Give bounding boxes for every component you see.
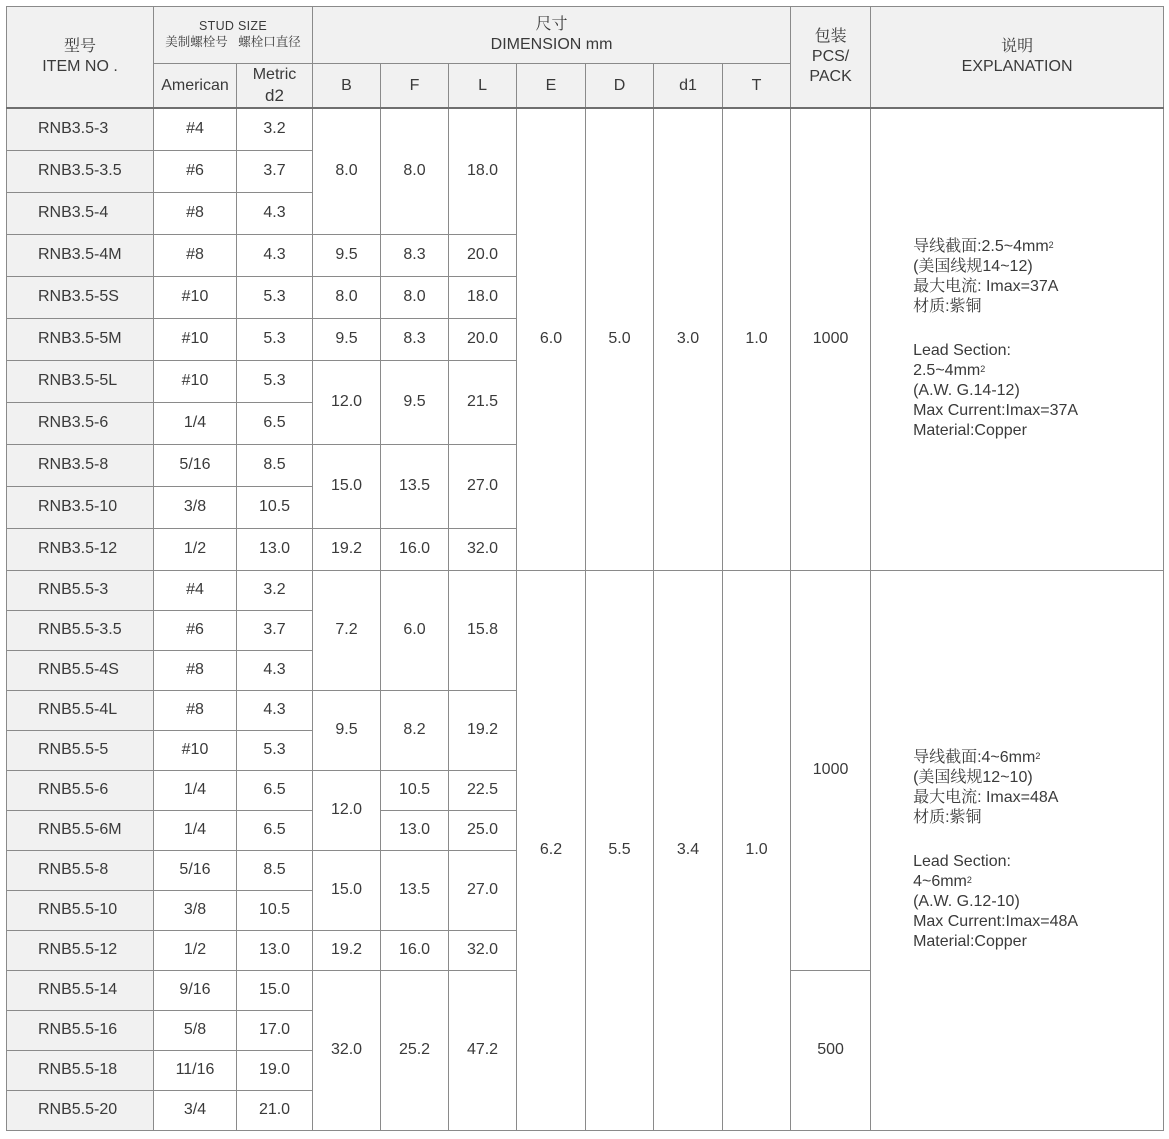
- explanation-cell: [871, 570, 1164, 1130]
- item-cell: RNB3.5-5L: [7, 360, 154, 402]
- b-cell: 8.0: [313, 276, 381, 318]
- expl-en-line-5: Material:Copper: [913, 933, 1027, 950]
- item-no-header: [7, 7, 154, 109]
- d-cell: 5.0: [586, 108, 654, 570]
- metric-cell: 13.0: [237, 930, 313, 970]
- l-cell: 20.0: [449, 234, 517, 276]
- item-cell: RNB5.5-18: [7, 1050, 154, 1090]
- expl-en-line-1: Lead Section:: [913, 342, 1011, 360]
- american-cell: #10: [154, 276, 237, 318]
- item-cell: RNB5.5-8: [7, 850, 154, 890]
- metric-cell: 6.5: [237, 810, 313, 850]
- item-no-header-cn: 型号: [63, 38, 96, 55]
- american-cell: #6: [154, 610, 237, 650]
- american-cell: 5/8: [154, 1010, 237, 1050]
- l-cell: 47.2: [449, 970, 517, 1130]
- american-cell: #10: [154, 318, 237, 360]
- t-cell: 1.0: [723, 108, 791, 570]
- l-cell: 18.0: [449, 108, 517, 234]
- col-header-e: E: [517, 64, 586, 109]
- dimension-header-cn: 尺寸: [535, 16, 568, 33]
- expl-cn-line-4: 材质:紫铜: [913, 809, 982, 826]
- spec-table: [6, 6, 1164, 1131]
- d1-cell: 3.0: [654, 108, 723, 570]
- dimension-header: [313, 7, 791, 64]
- metric-cell: 6.5: [237, 402, 313, 444]
- metric-header-label: Metric: [252, 65, 297, 83]
- expl-cn-line-1: 导线截面$:4\sim 6mm^2$: [913, 749, 1041, 766]
- item-cell: RNB3.5-3.5: [7, 150, 154, 192]
- f-cell: 8.0: [381, 276, 449, 318]
- american-cell: #4: [154, 108, 237, 150]
- stud-size-header: [154, 7, 313, 64]
- metric-cell: 10.5: [237, 890, 313, 930]
- american-header: American: [154, 64, 237, 109]
- metric-cell: 13.0: [237, 528, 313, 570]
- l-cell: 15.8: [449, 570, 517, 690]
- item-cell: RNB5.5-14: [7, 970, 154, 1010]
- b-cell: 7.2: [313, 570, 381, 690]
- e-cell: 6.0: [517, 108, 586, 570]
- col-header-t: T: [723, 64, 791, 109]
- metric-cell: 3.2: [237, 570, 313, 610]
- table-row: [7, 108, 1164, 150]
- item-cell: RNB3.5-3: [7, 108, 154, 150]
- l-cell: 21.5: [449, 360, 517, 444]
- f-cell: 6.0: [381, 570, 449, 690]
- metric-cell: 10.5: [237, 486, 313, 528]
- explanation-header-en: EXPLANATION: [961, 58, 1073, 75]
- metric-header-d2: d2: [265, 85, 284, 105]
- american-cell: 1/4: [154, 770, 237, 810]
- d-cell: 5.5: [586, 570, 654, 1130]
- b-cell: 19.2: [313, 528, 381, 570]
- expl-cn-line-3: 最大电流: Imax=48A: [913, 789, 1059, 806]
- f-cell: 8.3: [381, 318, 449, 360]
- expl-cn-line-2: (美国线规12~10): [913, 769, 1033, 786]
- item-cell: RNB5.5-20: [7, 1090, 154, 1130]
- col-header-b: B: [313, 64, 381, 109]
- rnb35-group: [7, 108, 1164, 570]
- l-cell: 25.0: [449, 810, 517, 850]
- pack-header-en2: PACK: [809, 68, 852, 85]
- stud-size-header-cn: [154, 35, 312, 51]
- l-cell: 32.0: [449, 930, 517, 970]
- b-cell: 9.5: [313, 234, 381, 276]
- item-cell: RNB3.5-6: [7, 402, 154, 444]
- col-header-f: F: [381, 64, 449, 109]
- american-cell: 11/16: [154, 1050, 237, 1090]
- metric-cell: 5.3: [237, 318, 313, 360]
- american-cell: 3/4: [154, 1090, 237, 1130]
- table-row: [7, 570, 1164, 610]
- f-cell: 16.0: [381, 528, 449, 570]
- expl-cn-line-2: (美国线规14~12): [913, 258, 1033, 276]
- item-cell: RNB5.5-3.5: [7, 610, 154, 650]
- american-cell: 1/2: [154, 930, 237, 970]
- pack-cell: 1000: [791, 108, 871, 570]
- item-cell: RNB5.5-3: [7, 570, 154, 610]
- expl-en-line-2: $2.5\sim 4mm^2$: [913, 362, 986, 380]
- metric-cell: 17.0: [237, 1010, 313, 1050]
- american-cell: 5/16: [154, 444, 237, 486]
- american-cell: #8: [154, 192, 237, 234]
- item-cell: RNB5.5-4L: [7, 690, 154, 730]
- metric-cell: 6.5: [237, 770, 313, 810]
- f-cell: 16.0: [381, 930, 449, 970]
- stud-size-american-cn: 美制螺栓号: [165, 35, 228, 49]
- b-cell: 12.0: [313, 360, 381, 444]
- item-cell: RNB5.5-4S: [7, 650, 154, 690]
- american-cell: #4: [154, 570, 237, 610]
- e-cell: 6.2: [517, 570, 586, 1130]
- stud-size-header-en: STUD SIZE: [199, 19, 267, 34]
- pack-header-en1: PCS/: [811, 48, 850, 65]
- metric-cell: 21.0: [237, 1090, 313, 1130]
- l-cell: 22.5: [449, 770, 517, 810]
- b-cell: 15.0: [313, 444, 381, 528]
- metric-cell: 8.5: [237, 444, 313, 486]
- metric-header: [237, 64, 313, 109]
- american-cell: #10: [154, 730, 237, 770]
- dimension-header-en: DIMENSION mm: [490, 36, 613, 53]
- american-cell: 9/16: [154, 970, 237, 1010]
- t-cell: 1.0: [723, 570, 791, 1130]
- item-cell: RNB5.5-6: [7, 770, 154, 810]
- item-cell: RNB3.5-4: [7, 192, 154, 234]
- american-cell: #6: [154, 150, 237, 192]
- pack-cell: 500: [791, 970, 871, 1130]
- expl-en-line-3: (A.W. G.14-12): [913, 382, 1020, 400]
- item-cell: RNB3.5-8: [7, 444, 154, 486]
- f-cell: 8.0: [381, 108, 449, 234]
- expl-en-line-3: (A.W. G.12-10): [913, 893, 1020, 910]
- b-cell: 8.0: [313, 108, 381, 234]
- f-cell: 9.5: [381, 360, 449, 444]
- expl-en-line-4: Max Current:Imax=37A: [913, 402, 1079, 420]
- f-cell: 13.5: [381, 850, 449, 930]
- l-cell: 27.0: [449, 850, 517, 930]
- metric-cell: 8.5: [237, 850, 313, 890]
- expl-en-line-5: Material:Copper: [913, 422, 1027, 440]
- item-cell: RNB5.5-5: [7, 730, 154, 770]
- expl-en-line-2: $4\sim 6mm^2$: [913, 873, 972, 890]
- item-cell: RNB5.5-12: [7, 930, 154, 970]
- item-cell: RNB3.5-10: [7, 486, 154, 528]
- metric-cell: 4.3: [237, 234, 313, 276]
- metric-cell: 4.3: [237, 650, 313, 690]
- american-cell: 3/8: [154, 890, 237, 930]
- metric-cell: 3.7: [237, 150, 313, 192]
- explanation-cell: [871, 108, 1164, 570]
- b-cell: 15.0: [313, 850, 381, 930]
- col-header-l: L: [449, 64, 517, 109]
- b-cell: 12.0: [313, 770, 381, 850]
- pack-cell: 1000: [791, 570, 871, 970]
- expl-en-line-1: Lead Section:: [913, 853, 1011, 870]
- american-cell: 1/4: [154, 810, 237, 850]
- american-cell: #8: [154, 690, 237, 730]
- metric-cell: 19.0: [237, 1050, 313, 1090]
- b-cell: 32.0: [313, 970, 381, 1130]
- rnb55-group: [7, 570, 1164, 1130]
- item-cell: RNB3.5-5M: [7, 318, 154, 360]
- pack-header-cn: 包装: [814, 28, 847, 45]
- metric-cell: 3.2: [237, 108, 313, 150]
- american-cell: 1/2: [154, 528, 237, 570]
- col-header-d: D: [586, 64, 654, 109]
- l-cell: 27.0: [449, 444, 517, 528]
- american-cell: #8: [154, 650, 237, 690]
- metric-cell: 5.3: [237, 276, 313, 318]
- f-cell: 13.5: [381, 444, 449, 528]
- american-cell: #10: [154, 360, 237, 402]
- stud-size-metric-cn: 螺栓口直径: [238, 35, 301, 49]
- f-cell: 8.2: [381, 690, 449, 770]
- item-cell: RNB5.5-16: [7, 1010, 154, 1050]
- american-cell: #8: [154, 234, 237, 276]
- expl-cn-line-4: 材质:紫铜: [913, 298, 982, 316]
- american-cell: 5/16: [154, 850, 237, 890]
- item-cell: RNB5.5-6M: [7, 810, 154, 850]
- item-cell: RNB5.5-10: [7, 890, 154, 930]
- b-cell: 9.5: [313, 318, 381, 360]
- b-cell: 19.2: [313, 930, 381, 970]
- l-cell: 32.0: [449, 528, 517, 570]
- metric-cell: 4.3: [237, 192, 313, 234]
- metric-cell: 3.7: [237, 610, 313, 650]
- item-no-header-en: ITEM NO .: [42, 58, 118, 75]
- metric-cell: 15.0: [237, 970, 313, 1010]
- pack-header: [791, 7, 871, 109]
- table-header: [7, 7, 1164, 109]
- explanation-header-cn: 说明: [1001, 38, 1034, 55]
- l-cell: 19.2: [449, 690, 517, 770]
- expl-cn-line-1: 导线截面$:2.5\sim 4mm^2$: [913, 238, 1054, 256]
- col-header-d1: d1: [654, 64, 723, 109]
- f-cell: 8.3: [381, 234, 449, 276]
- item-cell: RNB3.5-4M: [7, 234, 154, 276]
- l-cell: 20.0: [449, 318, 517, 360]
- explanation-header: [871, 7, 1164, 109]
- f-cell: 10.5: [381, 770, 449, 810]
- expl-cn-line-3: 最大电流: Imax=37A: [913, 278, 1059, 296]
- f-cell: 13.0: [381, 810, 449, 850]
- metric-cell: 5.3: [237, 360, 313, 402]
- metric-cell: 4.3: [237, 690, 313, 730]
- metric-cell: 5.3: [237, 730, 313, 770]
- item-cell: RNB3.5-12: [7, 528, 154, 570]
- expl-en-line-4: Max Current:Imax=48A: [913, 913, 1079, 930]
- f-cell: 25.2: [381, 970, 449, 1130]
- american-cell: 1/4: [154, 402, 237, 444]
- l-cell: 18.0: [449, 276, 517, 318]
- item-cell: RNB3.5-5S: [7, 276, 154, 318]
- d1-cell: 3.4: [654, 570, 723, 1130]
- b-cell: 9.5: [313, 690, 381, 770]
- american-cell: 3/8: [154, 486, 237, 528]
